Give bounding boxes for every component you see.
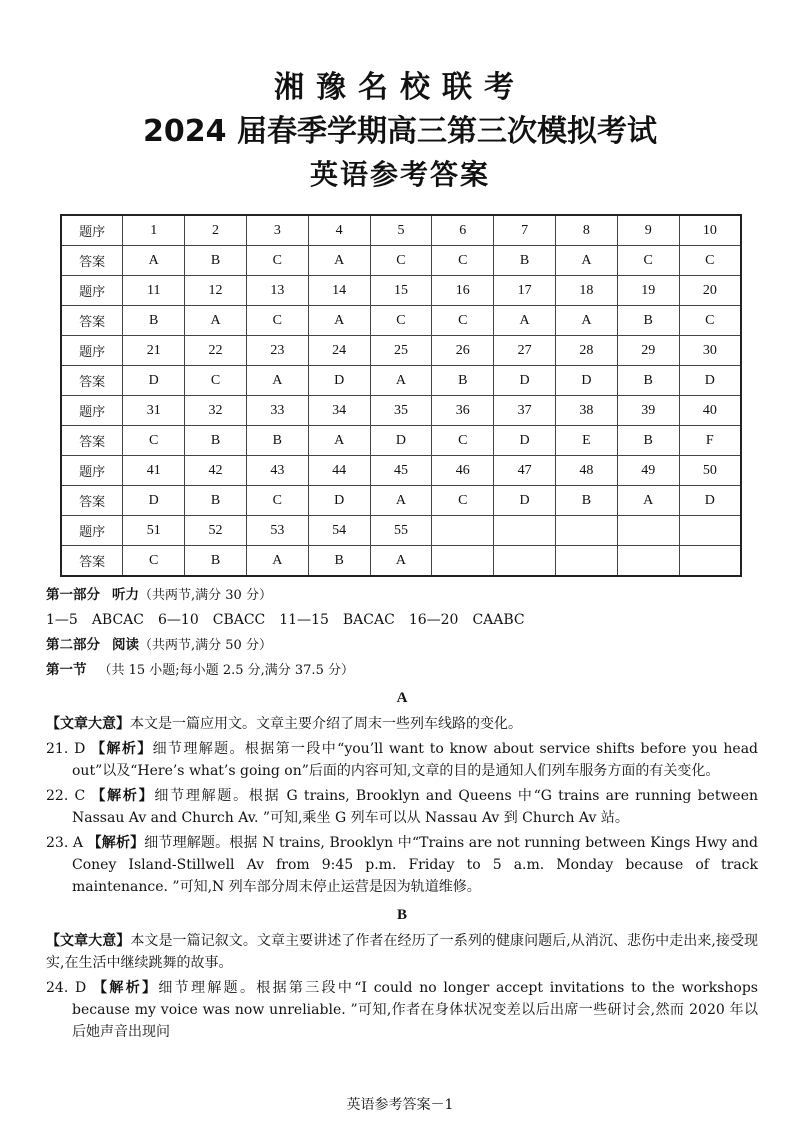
- question-24-text: 细节理解题。根据第三段中“I could no longer accept invitations to the workshops because my voice was now unreliable. ”可知,作者在身体状况变差以后出席一些研讨会,然而 2020 年以后她声音出现问: [72, 980, 758, 1040]
- question-number-cell: 4: [308, 215, 370, 246]
- passage-a-summary-tag: 【文章大意】: [46, 716, 130, 732]
- answer-cell: D: [679, 366, 741, 396]
- answer-table: [60, 214, 742, 577]
- question-number-cell: 55: [370, 516, 432, 546]
- answer-cell: C: [679, 246, 741, 276]
- section1-note: （共 15 小题;每小题 2.5 分,满分 37.5 分）: [98, 663, 354, 678]
- answer-cell: A: [556, 306, 618, 336]
- question-number-cell: 27: [494, 336, 556, 366]
- section1-heading: [46, 659, 758, 681]
- question-number-cell: 35: [370, 396, 432, 426]
- question-number-cell: 21: [123, 336, 185, 366]
- answer-cell: C: [246, 486, 308, 516]
- row-label-cell: 答案: [61, 306, 123, 336]
- part1-subtitle: 听力: [112, 587, 139, 603]
- answer-cell: A: [308, 426, 370, 456]
- question-24-tag: 【解析】: [93, 980, 159, 996]
- question-number-cell: 50: [679, 456, 741, 486]
- answer-cell: F: [679, 426, 741, 456]
- answer-cell: A: [494, 306, 556, 336]
- answer-cell: D: [308, 486, 370, 516]
- answer-cell: [679, 546, 741, 577]
- answer-cell: C: [123, 546, 185, 577]
- part1-heading: [46, 584, 758, 606]
- question-number-cell: 28: [556, 336, 618, 366]
- answer-cell: C: [432, 306, 494, 336]
- question-number-cell: 36: [432, 396, 494, 426]
- row-label-cell: 题序: [61, 516, 123, 546]
- answer-cell: B: [617, 306, 679, 336]
- passage-b-summary-tag: 【文章大意】: [46, 933, 131, 949]
- answer-cell: C: [432, 246, 494, 276]
- answer-cell: C: [679, 306, 741, 336]
- question-number-cell: 24: [308, 336, 370, 366]
- passage-a-summary-text: 本文是一篇应用文。文章主要介绍了周末一些列车线路的变化。: [130, 716, 522, 732]
- answer-cell: D: [123, 486, 185, 516]
- answer-cell: A: [556, 246, 618, 276]
- part2-title: 第二部分: [46, 637, 100, 653]
- question-number-cell: 49: [617, 456, 679, 486]
- question-number-cell: 6: [432, 215, 494, 246]
- answer-cell: [432, 546, 494, 577]
- question-22-text: 细节理解题。根据 G trains, Brooklyn and Queens 中“G trains are running between Nassau Av and Church Av. ”可知,乘坐 G 列车可以从 Nassau Av 到 Church Av 站。: [72, 788, 759, 826]
- answer-cell: A: [246, 366, 308, 396]
- passage-a-summary: [46, 713, 758, 735]
- exam-name-title: 2024 届春季学期高三第三次模拟考试: [143, 114, 657, 149]
- answer-cell: B: [494, 246, 556, 276]
- passage-b-summary-text: 本文是一篇记叙文。文章主要讲述了作者在经历了一系列的健康问题后,从消沉、悲伤中走出来,接受现实,在生活中继续跳舞的故事。: [46, 933, 759, 971]
- question-23-num: 23. A: [46, 835, 83, 851]
- question-number-cell: 48: [556, 456, 618, 486]
- answer-cell: B: [617, 426, 679, 456]
- section1-title: 第一节: [46, 662, 87, 678]
- answer-cell: D: [494, 426, 556, 456]
- answer-cell: B: [246, 426, 308, 456]
- exam-org-title: 湘豫名校联考: [274, 70, 526, 105]
- question-21-text: 细节理解题。根据第一段中“you’ll want to know about service shifts before you head out”以及“Here’s what’s going on”后面的内容可知,文章的目的是通知人们列车服务方面的有关变化。: [72, 741, 759, 779]
- answer-cell: B: [123, 306, 185, 336]
- row-label-cell: 题序: [61, 456, 123, 486]
- answer-cell: C: [123, 426, 185, 456]
- part2-subtitle: 阅读: [112, 637, 139, 653]
- answer-cell: E: [556, 426, 618, 456]
- answer-row: [61, 426, 741, 456]
- question-24: [46, 977, 758, 1043]
- answer-cell: A: [308, 306, 370, 336]
- answer-cell: D: [494, 366, 556, 396]
- answer-cell: A: [308, 246, 370, 276]
- question-number-cell: 15: [370, 276, 432, 306]
- question-21-num: 21. D: [46, 741, 86, 757]
- question-23-text: 细节理解题。根据 N trains, Brooklyn 中“Trains are not running between Kings Hwy and Coney Island-Stillwell Av from 9:45 p.m. Friday to 5 a.m. Monday because of track maintenance. ”可知,N 列车部分周末停止运营是因为轨道维修。: [72, 835, 759, 895]
- question-number-cell: 47: [494, 456, 556, 486]
- question-number-row: [61, 215, 741, 246]
- question-number-cell: 38: [556, 396, 618, 426]
- question-number-cell: 19: [617, 276, 679, 306]
- question-number-cell: 9: [617, 215, 679, 246]
- answer-cell: C: [432, 426, 494, 456]
- question-number-cell: 7: [494, 215, 556, 246]
- question-number-cell: 45: [370, 456, 432, 486]
- question-number-row: [61, 336, 741, 366]
- content-body: [46, 584, 758, 1046]
- question-number-cell: 42: [185, 456, 247, 486]
- question-number-cell: 1: [123, 215, 185, 246]
- question-number-cell: 40: [679, 396, 741, 426]
- answer-cell: C: [370, 306, 432, 336]
- question-number-cell: 11: [123, 276, 185, 306]
- row-label-cell: 题序: [61, 215, 123, 246]
- question-number-cell: 46: [432, 456, 494, 486]
- answer-cell: B: [185, 546, 247, 577]
- question-number-cell: 43: [246, 456, 308, 486]
- question-number-row: [61, 276, 741, 306]
- part2-heading: [46, 634, 758, 656]
- question-number-row: [61, 396, 741, 426]
- answer-key-title: 英语参考答案: [309, 158, 490, 191]
- answer-cell: C: [185, 366, 247, 396]
- question-number-cell: 2: [185, 215, 247, 246]
- question-number-cell: 10: [679, 215, 741, 246]
- answer-row: [61, 546, 741, 577]
- question-number-cell: 16: [432, 276, 494, 306]
- part1-title: 第一部分: [46, 587, 100, 603]
- question-number-cell: 12: [185, 276, 247, 306]
- question-23-tag: 【解析】: [87, 835, 145, 851]
- question-24-num: 24. D: [46, 980, 87, 996]
- question-number-cell: 20: [679, 276, 741, 306]
- question-number-cell: [617, 516, 679, 546]
- question-number-cell: [494, 516, 556, 546]
- passage-b-label: B: [396, 907, 407, 923]
- row-label-cell: 答案: [61, 486, 123, 516]
- question-number-cell: 13: [246, 276, 308, 306]
- answer-cell: A: [370, 366, 432, 396]
- answer-cell: A: [246, 546, 308, 577]
- row-label-cell: 答案: [61, 546, 123, 577]
- question-number-cell: 31: [123, 396, 185, 426]
- question-number-cell: [679, 516, 741, 546]
- row-label-cell: 题序: [61, 336, 123, 366]
- question-number-cell: 29: [617, 336, 679, 366]
- answer-cell: A: [185, 306, 247, 336]
- question-22: [46, 785, 758, 829]
- question-number-cell: 41: [123, 456, 185, 486]
- question-number-cell: 37: [494, 396, 556, 426]
- question-number-cell: 26: [432, 336, 494, 366]
- passage-b-summary: [46, 930, 758, 974]
- answer-cell: D: [308, 366, 370, 396]
- question-23: [46, 832, 758, 898]
- passage-a-label: A: [396, 690, 408, 706]
- question-number-cell: 32: [185, 396, 247, 426]
- question-number-cell: 39: [617, 396, 679, 426]
- page-footer: 英语参考答案－1: [346, 1097, 454, 1113]
- answer-table-body: [61, 215, 741, 576]
- answer-cell: C: [432, 486, 494, 516]
- question-number-cell: [556, 516, 618, 546]
- question-21-tag: 【解析】: [91, 741, 153, 757]
- question-22-tag: 【解析】: [91, 788, 155, 804]
- question-number-row: [61, 516, 741, 546]
- answer-row: [61, 366, 741, 396]
- row-label-cell: 答案: [61, 366, 123, 396]
- answer-cell: C: [246, 246, 308, 276]
- answer-cell: B: [556, 486, 618, 516]
- answer-cell: [617, 546, 679, 577]
- part2-note: （共两节,满分 50 分）: [139, 638, 272, 653]
- row-label-cell: 答案: [61, 246, 123, 276]
- answer-cell: D: [123, 366, 185, 396]
- question-number-cell: 14: [308, 276, 370, 306]
- question-number-cell: 17: [494, 276, 556, 306]
- answer-row: [61, 486, 741, 516]
- answer-cell: B: [432, 366, 494, 396]
- answer-cell: D: [679, 486, 741, 516]
- question-number-cell: 8: [556, 215, 618, 246]
- part1-answers: 1—5 ABCAC 6—10 CBACC 11—15 BACAC 16—20 CAABC: [46, 612, 525, 628]
- answer-cell: C: [617, 246, 679, 276]
- question-number-cell: 25: [370, 336, 432, 366]
- question-number-cell: 44: [308, 456, 370, 486]
- question-number-cell: 33: [246, 396, 308, 426]
- answer-cell: B: [308, 546, 370, 577]
- row-label-cell: 题序: [61, 396, 123, 426]
- answer-cell: C: [246, 306, 308, 336]
- answer-cell: B: [617, 366, 679, 396]
- answer-cell: A: [617, 486, 679, 516]
- answer-row: [61, 306, 741, 336]
- answer-cell: D: [494, 486, 556, 516]
- question-number-cell: 5: [370, 215, 432, 246]
- row-label-cell: 答案: [61, 426, 123, 456]
- question-21: [46, 738, 758, 782]
- question-number-cell: 54: [308, 516, 370, 546]
- question-22-num: 22. C: [46, 788, 86, 804]
- question-number-cell: 23: [246, 336, 308, 366]
- answer-cell: C: [370, 246, 432, 276]
- answer-cell: [494, 546, 556, 577]
- title-block: [0, 66, 800, 196]
- answer-cell: A: [370, 486, 432, 516]
- question-number-cell: 51: [123, 516, 185, 546]
- question-number-cell: [432, 516, 494, 546]
- question-number-cell: 53: [246, 516, 308, 546]
- question-number-row: [61, 456, 741, 486]
- answer-cell: B: [185, 426, 247, 456]
- row-label-cell: 题序: [61, 276, 123, 306]
- answer-cell: A: [123, 246, 185, 276]
- question-number-cell: 52: [185, 516, 247, 546]
- answer-row: [61, 246, 741, 276]
- question-number-cell: 18: [556, 276, 618, 306]
- answer-cell: D: [370, 426, 432, 456]
- answer-cell: B: [185, 246, 247, 276]
- question-number-cell: 22: [185, 336, 247, 366]
- answer-cell: A: [370, 546, 432, 577]
- answer-cell: B: [185, 486, 247, 516]
- question-number-cell: 30: [679, 336, 741, 366]
- answer-cell: D: [556, 366, 618, 396]
- question-number-cell: 34: [308, 396, 370, 426]
- answer-cell: [556, 546, 618, 577]
- question-number-cell: 3: [246, 215, 308, 246]
- part1-note: （共两节,满分 30 分）: [139, 588, 272, 603]
